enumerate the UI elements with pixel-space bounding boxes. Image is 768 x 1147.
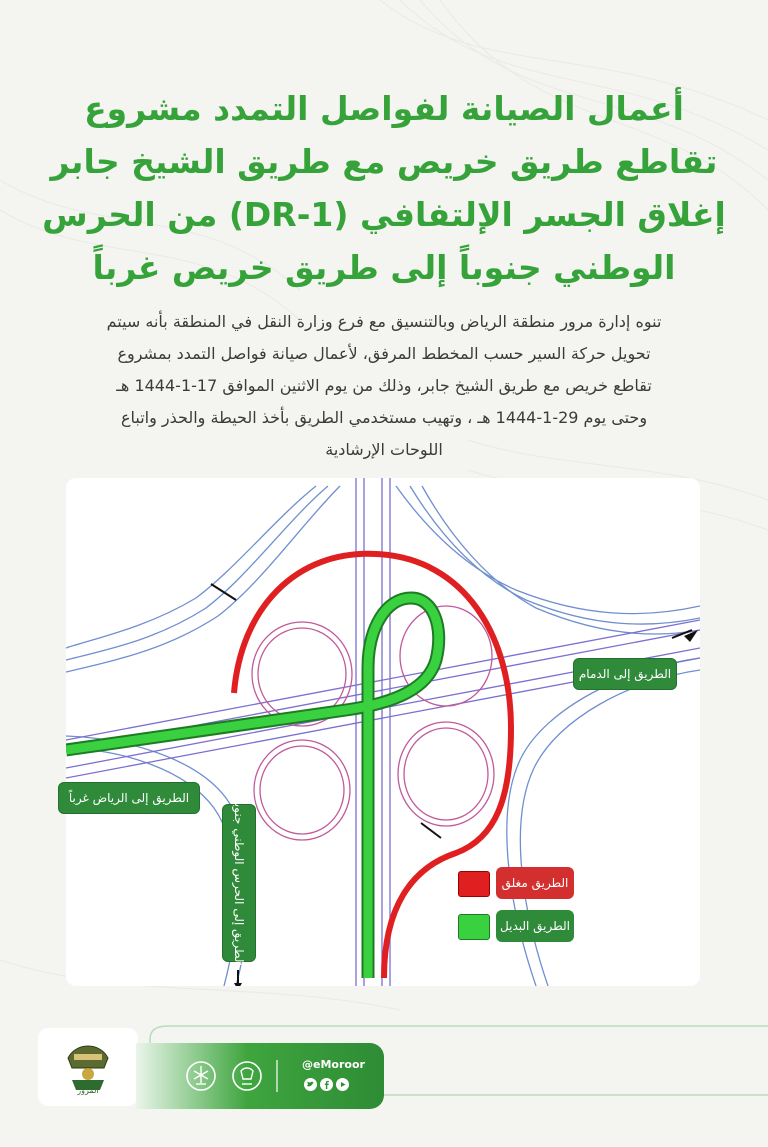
legend-alternative-swatch <box>458 914 490 940</box>
interchange-diagram <box>66 478 700 986</box>
legend-closed-label: الطريق مغلق <box>496 867 574 899</box>
moi-emblem-icon <box>230 1059 264 1093</box>
page-title <box>40 82 728 294</box>
body-line-4: وحتى يوم 29-1-1444 هـ ، وتهيب مستخدمي الطريق بأخذ الحيطة والحذر واتباع <box>120 408 648 427</box>
interchange-map <box>66 478 700 986</box>
legend-closed-swatch <box>458 871 490 897</box>
title-line-1: أعمال الصيانة لفواصل التمدد مشروع <box>84 89 684 128</box>
title-line-4: الوطني جنوباً إلى طريق خريص غرباً <box>92 248 676 287</box>
ministry-emblem-icon <box>184 1059 218 1093</box>
footer-divider <box>276 1060 278 1092</box>
legend-alternative-label: الطريق البديل <box>496 910 574 942</box>
facebook-icon[interactable] <box>320 1078 333 1091</box>
youtube-icon[interactable] <box>336 1078 349 1091</box>
body-line-3: تقاطع خريص مع طريق الشيخ جابر، وذلك من يوم الاثنين الموافق 17-1-1444 هـ <box>116 376 652 395</box>
body-line-2: تحويل حركة السير حسب المخطط المرفق، لأعمال صيانة فواصل التمدد بمشروع <box>117 344 651 363</box>
title-line-3: إغلاق الجسر الإلتفافي (DR-1) من الحرس <box>42 195 726 234</box>
social-handle[interactable]: @eMoroor <box>302 1058 365 1071</box>
label-dammam: الطريق إلى الدمام <box>573 658 677 690</box>
logo-caption: المرور <box>77 1086 99 1095</box>
body-line-5: اللوحات الإرشادية <box>325 440 443 459</box>
traffic-logo-card <box>38 1028 138 1106</box>
body-line-1: تنوه إدارة مرور منطقة الرياض وبالتنسيق مع فرع وزارة النقل في المنطقة بأنه سيتم <box>106 312 662 331</box>
label-guard-south-text: الطريق إلى الحرس الوطني جنوباً <box>232 800 246 966</box>
label-riyadh-west: الطريق إلى الرياض غرباً <box>58 782 200 814</box>
announcement-text <box>60 306 708 466</box>
twitter-icon[interactable] <box>304 1078 317 1091</box>
title-line-2: تقاطع طريق خريص مع طريق الشيخ جابر <box>50 142 718 181</box>
label-guard-south <box>222 800 256 966</box>
